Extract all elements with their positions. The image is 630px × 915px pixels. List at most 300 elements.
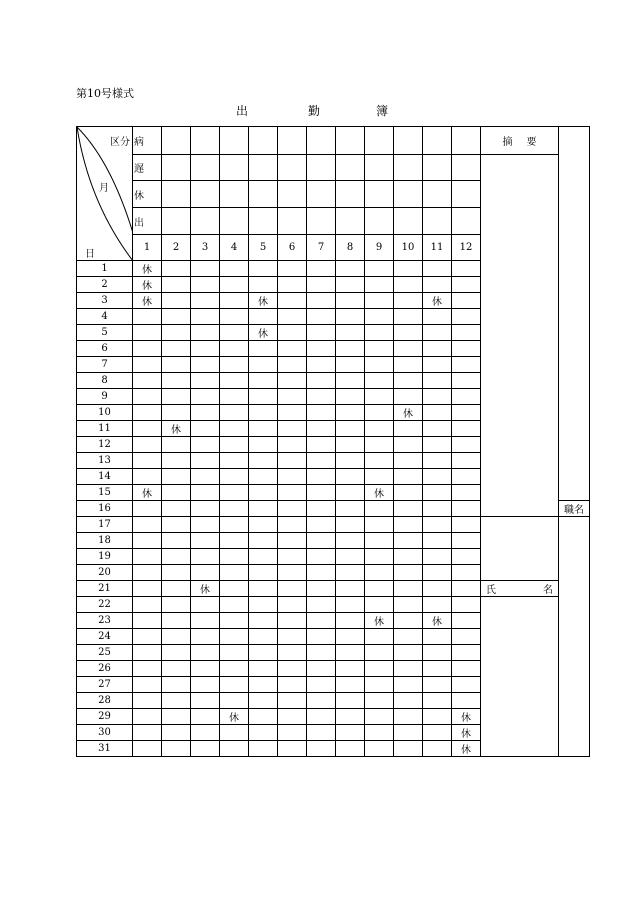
attendance-cell[interactable] — [336, 549, 365, 565]
attendance-cell[interactable] — [162, 533, 191, 549]
attendance-cell[interactable] — [191, 677, 220, 693]
attendance-cell[interactable] — [423, 725, 452, 741]
attendance-cell[interactable] — [452, 309, 481, 325]
attendance-cell[interactable] — [452, 629, 481, 645]
attendance-cell[interactable] — [162, 565, 191, 581]
attendance-cell[interactable] — [336, 661, 365, 677]
attendance-cell[interactable] — [191, 709, 220, 725]
attendance-cell[interactable] — [365, 661, 394, 677]
attendance-cell[interactable] — [278, 581, 307, 597]
attendance-cell[interactable] — [220, 373, 249, 389]
attendance-cell[interactable] — [191, 341, 220, 357]
attendance-cell[interactable] — [307, 549, 336, 565]
attendance-cell[interactable] — [162, 325, 191, 341]
attendance-cell[interactable] — [133, 613, 162, 629]
attendance-cell[interactable] — [249, 469, 278, 485]
attendance-mark[interactable]: 休 — [133, 293, 162, 309]
attendance-cell[interactable] — [365, 373, 394, 389]
attendance-cell[interactable] — [394, 261, 423, 277]
attendance-cell[interactable] — [394, 341, 423, 357]
attendance-cell[interactable] — [220, 389, 249, 405]
attendance-cell[interactable] — [423, 469, 452, 485]
attendance-cell[interactable] — [452, 533, 481, 549]
attendance-cell[interactable] — [423, 629, 452, 645]
attendance-cell[interactable] — [133, 709, 162, 725]
attendance-cell[interactable] — [307, 661, 336, 677]
attendance-mark[interactable]: 休 — [452, 725, 481, 741]
attendance-cell[interactable] — [365, 693, 394, 709]
attendance-cell[interactable] — [191, 725, 220, 741]
attendance-cell[interactable] — [452, 261, 481, 277]
attendance-cell[interactable] — [249, 581, 278, 597]
attendance-cell[interactable] — [162, 389, 191, 405]
attendance-cell[interactable] — [365, 677, 394, 693]
attendance-cell[interactable] — [162, 613, 191, 629]
attendance-cell[interactable] — [249, 421, 278, 437]
attendance-cell[interactable] — [191, 485, 220, 501]
attendance-cell[interactable] — [394, 469, 423, 485]
attendance-cell[interactable] — [336, 581, 365, 597]
attendance-cell[interactable] — [278, 645, 307, 661]
attendance-cell[interactable] — [249, 453, 278, 469]
attendance-cell[interactable] — [191, 533, 220, 549]
attendance-cell[interactable] — [220, 725, 249, 741]
attendance-cell[interactable] — [336, 341, 365, 357]
attendance-cell[interactable] — [249, 437, 278, 453]
attendance-cell[interactable] — [249, 277, 278, 293]
attendance-cell[interactable] — [191, 693, 220, 709]
attendance-cell[interactable] — [307, 421, 336, 437]
attendance-cell[interactable] — [336, 517, 365, 533]
attendance-cell[interactable] — [365, 277, 394, 293]
attendance-cell[interactable] — [394, 661, 423, 677]
attendance-cell[interactable] — [249, 533, 278, 549]
attendance-cell[interactable] — [162, 501, 191, 517]
attendance-cell[interactable] — [307, 405, 336, 421]
attendance-cell[interactable] — [423, 485, 452, 501]
attendance-cell[interactable] — [336, 325, 365, 341]
attendance-cell[interactable] — [452, 485, 481, 501]
attendance-cell[interactable] — [307, 629, 336, 645]
attendance-cell[interactable] — [278, 325, 307, 341]
attendance-cell[interactable] — [452, 565, 481, 581]
attendance-cell[interactable] — [220, 501, 249, 517]
attendance-cell[interactable] — [133, 597, 162, 613]
attendance-cell[interactable] — [220, 405, 249, 421]
attendance-cell[interactable] — [336, 645, 365, 661]
attendance-cell[interactable] — [249, 741, 278, 757]
attendance-cell[interactable] — [365, 581, 394, 597]
attendance-cell[interactable] — [452, 693, 481, 709]
attendance-cell[interactable] — [423, 501, 452, 517]
attendance-cell[interactable] — [394, 277, 423, 293]
attendance-cell[interactable] — [278, 341, 307, 357]
attendance-cell[interactable] — [220, 453, 249, 469]
attendance-cell[interactable] — [394, 677, 423, 693]
attendance-cell[interactable] — [191, 597, 220, 613]
attendance-cell[interactable] — [191, 261, 220, 277]
attendance-cell[interactable] — [365, 389, 394, 405]
attendance-cell[interactable] — [278, 389, 307, 405]
attendance-cell[interactable] — [307, 613, 336, 629]
attendance-cell[interactable] — [278, 357, 307, 373]
attendance-cell[interactable] — [278, 597, 307, 613]
attendance-cell[interactable] — [220, 533, 249, 549]
attendance-cell[interactable] — [133, 405, 162, 421]
attendance-cell[interactable] — [394, 357, 423, 373]
attendance-cell[interactable] — [191, 437, 220, 453]
attendance-cell[interactable] — [249, 693, 278, 709]
attendance-cell[interactable] — [278, 549, 307, 565]
attendance-cell[interactable] — [394, 437, 423, 453]
attendance-cell[interactable] — [220, 293, 249, 309]
attendance-cell[interactable] — [452, 677, 481, 693]
attendance-cell[interactable] — [162, 437, 191, 453]
attendance-cell[interactable] — [162, 517, 191, 533]
attendance-cell[interactable] — [423, 677, 452, 693]
attendance-cell[interactable] — [278, 373, 307, 389]
attendance-cell[interactable] — [191, 453, 220, 469]
attendance-cell[interactable] — [191, 373, 220, 389]
attendance-cell[interactable] — [365, 517, 394, 533]
attendance-cell[interactable] — [162, 373, 191, 389]
attendance-cell[interactable] — [452, 437, 481, 453]
attendance-cell[interactable] — [307, 293, 336, 309]
attendance-cell[interactable] — [394, 581, 423, 597]
attendance-cell[interactable] — [191, 293, 220, 309]
attendance-cell[interactable] — [452, 325, 481, 341]
attendance-cell[interactable] — [220, 741, 249, 757]
attendance-cell[interactable] — [365, 469, 394, 485]
attendance-cell[interactable] — [336, 693, 365, 709]
attendance-cell[interactable] — [423, 645, 452, 661]
attendance-cell[interactable] — [336, 405, 365, 421]
attendance-cell[interactable] — [191, 405, 220, 421]
attendance-cell[interactable] — [278, 501, 307, 517]
attendance-cell[interactable] — [278, 677, 307, 693]
attendance-cell[interactable] — [452, 469, 481, 485]
attendance-cell[interactable] — [394, 485, 423, 501]
attendance-cell[interactable] — [452, 293, 481, 309]
attendance-cell[interactable] — [162, 309, 191, 325]
attendance-cell[interactable] — [394, 549, 423, 565]
attendance-cell[interactable] — [162, 645, 191, 661]
attendance-cell[interactable] — [307, 325, 336, 341]
attendance-cell[interactable] — [133, 677, 162, 693]
attendance-cell[interactable] — [394, 389, 423, 405]
attendance-cell[interactable] — [191, 661, 220, 677]
attendance-cell[interactable] — [394, 453, 423, 469]
attendance-mark[interactable]: 休 — [133, 261, 162, 277]
attendance-cell[interactable] — [162, 453, 191, 469]
attendance-cell[interactable] — [191, 501, 220, 517]
attendance-mark[interactable]: 休 — [394, 405, 423, 421]
attendance-cell[interactable] — [452, 341, 481, 357]
attendance-cell[interactable] — [423, 277, 452, 293]
attendance-cell[interactable] — [394, 421, 423, 437]
attendance-cell[interactable] — [394, 725, 423, 741]
attendance-cell[interactable] — [249, 261, 278, 277]
attendance-cell[interactable] — [249, 645, 278, 661]
attendance-cell[interactable] — [220, 421, 249, 437]
attendance-cell[interactable] — [133, 469, 162, 485]
attendance-cell[interactable] — [220, 581, 249, 597]
attendance-cell[interactable] — [336, 533, 365, 549]
attendance-cell[interactable] — [394, 309, 423, 325]
attendance-cell[interactable] — [220, 485, 249, 501]
attendance-cell[interactable] — [133, 453, 162, 469]
attendance-cell[interactable] — [365, 453, 394, 469]
attendance-cell[interactable] — [249, 485, 278, 501]
attendance-cell[interactable] — [365, 725, 394, 741]
attendance-cell[interactable] — [133, 629, 162, 645]
attendance-cell[interactable] — [278, 485, 307, 501]
attendance-cell[interactable] — [278, 277, 307, 293]
attendance-cell[interactable] — [423, 325, 452, 341]
attendance-cell[interactable] — [133, 421, 162, 437]
attendance-cell[interactable] — [220, 549, 249, 565]
attendance-cell[interactable] — [278, 613, 307, 629]
attendance-cell[interactable] — [423, 581, 452, 597]
attendance-cell[interactable] — [191, 325, 220, 341]
attendance-cell[interactable] — [452, 357, 481, 373]
attendance-cell[interactable] — [452, 453, 481, 469]
attendance-cell[interactable] — [423, 517, 452, 533]
attendance-cell[interactable] — [365, 293, 394, 309]
attendance-cell[interactable] — [278, 309, 307, 325]
attendance-cell[interactable] — [191, 741, 220, 757]
attendance-cell[interactable] — [191, 421, 220, 437]
attendance-cell[interactable] — [423, 421, 452, 437]
attendance-cell[interactable] — [191, 309, 220, 325]
attendance-cell[interactable] — [452, 661, 481, 677]
attendance-cell[interactable] — [394, 533, 423, 549]
attendance-cell[interactable] — [336, 709, 365, 725]
attendance-cell[interactable] — [191, 645, 220, 661]
attendance-cell[interactable] — [220, 261, 249, 277]
attendance-cell[interactable] — [162, 261, 191, 277]
attendance-cell[interactable] — [162, 277, 191, 293]
attendance-cell[interactable] — [452, 517, 481, 533]
attendance-cell[interactable] — [336, 293, 365, 309]
attendance-cell[interactable] — [452, 597, 481, 613]
attendance-mark[interactable]: 休 — [133, 485, 162, 501]
attendance-mark[interactable]: 休 — [220, 709, 249, 725]
attendance-mark[interactable]: 休 — [365, 613, 394, 629]
attendance-mark[interactable]: 休 — [423, 613, 452, 629]
attendance-cell[interactable] — [191, 629, 220, 645]
attendance-cell[interactable] — [336, 373, 365, 389]
attendance-cell[interactable] — [133, 309, 162, 325]
attendance-cell[interactable] — [394, 645, 423, 661]
attendance-cell[interactable] — [162, 597, 191, 613]
attendance-cell[interactable] — [133, 501, 162, 517]
attendance-cell[interactable] — [365, 533, 394, 549]
attendance-cell[interactable] — [307, 373, 336, 389]
attendance-cell[interactable] — [249, 629, 278, 645]
attendance-cell[interactable] — [365, 565, 394, 581]
attendance-cell[interactable] — [452, 613, 481, 629]
attendance-cell[interactable] — [336, 469, 365, 485]
attendance-cell[interactable] — [162, 549, 191, 565]
attendance-cell[interactable] — [394, 517, 423, 533]
attendance-cell[interactable] — [133, 549, 162, 565]
attendance-cell[interactable] — [452, 581, 481, 597]
attendance-cell[interactable] — [133, 437, 162, 453]
attendance-cell[interactable] — [133, 645, 162, 661]
attendance-cell[interactable] — [365, 501, 394, 517]
attendance-mark[interactable]: 休 — [249, 325, 278, 341]
attendance-cell[interactable] — [249, 565, 278, 581]
attendance-cell[interactable] — [423, 741, 452, 757]
attendance-cell[interactable] — [423, 405, 452, 421]
attendance-cell[interactable] — [133, 565, 162, 581]
attendance-cell[interactable] — [278, 629, 307, 645]
attendance-cell[interactable] — [307, 357, 336, 373]
attendance-cell[interactable] — [307, 597, 336, 613]
attendance-cell[interactable] — [423, 597, 452, 613]
attendance-cell[interactable] — [191, 357, 220, 373]
attendance-cell[interactable] — [365, 325, 394, 341]
attendance-cell[interactable] — [336, 501, 365, 517]
attendance-cell[interactable] — [336, 437, 365, 453]
attendance-cell[interactable] — [220, 613, 249, 629]
name-field[interactable] — [481, 597, 559, 757]
attendance-mark[interactable]: 休 — [423, 293, 452, 309]
attendance-cell[interactable] — [307, 501, 336, 517]
attendance-cell[interactable] — [220, 597, 249, 613]
attendance-cell[interactable] — [336, 565, 365, 581]
attendance-mark[interactable]: 休 — [452, 709, 481, 725]
attendance-cell[interactable] — [423, 261, 452, 277]
attendance-cell[interactable] — [423, 341, 452, 357]
attendance-cell[interactable] — [336, 597, 365, 613]
attendance-cell[interactable] — [133, 725, 162, 741]
attendance-cell[interactable] — [452, 405, 481, 421]
attendance-cell[interactable] — [307, 581, 336, 597]
attendance-cell[interactable] — [220, 277, 249, 293]
attendance-cell[interactable] — [162, 677, 191, 693]
attendance-cell[interactable] — [336, 421, 365, 437]
attendance-cell[interactable] — [365, 405, 394, 421]
attendance-cell[interactable] — [365, 341, 394, 357]
attendance-cell[interactable] — [394, 629, 423, 645]
attendance-cell[interactable] — [423, 533, 452, 549]
attendance-cell[interactable] — [394, 565, 423, 581]
attendance-cell[interactable] — [133, 373, 162, 389]
attendance-cell[interactable] — [133, 661, 162, 677]
attendance-cell[interactable] — [278, 565, 307, 581]
attendance-cell[interactable] — [452, 645, 481, 661]
attendance-cell[interactable] — [220, 645, 249, 661]
attendance-cell[interactable] — [452, 389, 481, 405]
attendance-cell[interactable] — [365, 629, 394, 645]
attendance-cell[interactable] — [162, 693, 191, 709]
attendance-cell[interactable] — [249, 309, 278, 325]
attendance-cell[interactable] — [307, 469, 336, 485]
attendance-cell[interactable] — [278, 693, 307, 709]
attendance-cell[interactable] — [365, 357, 394, 373]
attendance-cell[interactable] — [278, 661, 307, 677]
attendance-cell[interactable] — [162, 405, 191, 421]
attendance-cell[interactable] — [336, 277, 365, 293]
attendance-cell[interactable] — [191, 549, 220, 565]
attendance-cell[interactable] — [162, 741, 191, 757]
attendance-cell[interactable] — [336, 485, 365, 501]
attendance-cell[interactable] — [133, 341, 162, 357]
attendance-cell[interactable] — [307, 437, 336, 453]
attendance-cell[interactable] — [307, 261, 336, 277]
attendance-cell[interactable] — [133, 357, 162, 373]
attendance-cell[interactable] — [249, 725, 278, 741]
attendance-cell[interactable] — [191, 613, 220, 629]
attendance-cell[interactable] — [307, 741, 336, 757]
attendance-cell[interactable] — [365, 709, 394, 725]
attendance-cell[interactable] — [307, 517, 336, 533]
attendance-cell[interactable] — [336, 613, 365, 629]
attendance-cell[interactable] — [162, 341, 191, 357]
attendance-cell[interactable] — [307, 389, 336, 405]
attendance-cell[interactable] — [365, 421, 394, 437]
attendance-cell[interactable] — [133, 693, 162, 709]
attendance-cell[interactable] — [307, 645, 336, 661]
attendance-cell[interactable] — [220, 677, 249, 693]
attendance-cell[interactable] — [423, 309, 452, 325]
attendance-cell[interactable] — [162, 293, 191, 309]
attendance-cell[interactable] — [336, 309, 365, 325]
attendance-cell[interactable] — [423, 709, 452, 725]
attendance-cell[interactable] — [220, 341, 249, 357]
attendance-cell[interactable] — [423, 693, 452, 709]
attendance-cell[interactable] — [249, 389, 278, 405]
attendance-mark[interactable]: 休 — [162, 421, 191, 437]
attendance-cell[interactable] — [278, 421, 307, 437]
attendance-cell[interactable] — [452, 421, 481, 437]
attendance-cell[interactable] — [220, 629, 249, 645]
attendance-mark[interactable]: 休 — [133, 277, 162, 293]
attendance-cell[interactable] — [394, 293, 423, 309]
attendance-cell[interactable] — [249, 405, 278, 421]
attendance-cell[interactable] — [191, 517, 220, 533]
attendance-cell[interactable] — [191, 565, 220, 581]
attendance-cell[interactable] — [452, 549, 481, 565]
position-field[interactable] — [481, 517, 559, 581]
attendance-cell[interactable] — [220, 565, 249, 581]
attendance-cell[interactable] — [278, 453, 307, 469]
attendance-cell[interactable] — [336, 453, 365, 469]
attendance-cell[interactable] — [307, 309, 336, 325]
attendance-cell[interactable] — [423, 373, 452, 389]
attendance-cell[interactable] — [249, 373, 278, 389]
attendance-cell[interactable] — [162, 581, 191, 597]
attendance-cell[interactable] — [278, 709, 307, 725]
attendance-cell[interactable] — [307, 725, 336, 741]
attendance-cell[interactable] — [278, 725, 307, 741]
attendance-cell[interactable] — [249, 357, 278, 373]
attendance-cell[interactable] — [249, 677, 278, 693]
attendance-cell[interactable] — [249, 501, 278, 517]
attendance-cell[interactable] — [278, 437, 307, 453]
attendance-cell[interactable] — [191, 389, 220, 405]
attendance-cell[interactable] — [423, 549, 452, 565]
attendance-cell[interactable] — [133, 325, 162, 341]
attendance-cell[interactable] — [220, 309, 249, 325]
attendance-cell[interactable] — [133, 389, 162, 405]
attendance-cell[interactable] — [162, 725, 191, 741]
attendance-cell[interactable] — [394, 373, 423, 389]
attendance-cell[interactable] — [394, 709, 423, 725]
attendance-cell[interactable] — [191, 277, 220, 293]
